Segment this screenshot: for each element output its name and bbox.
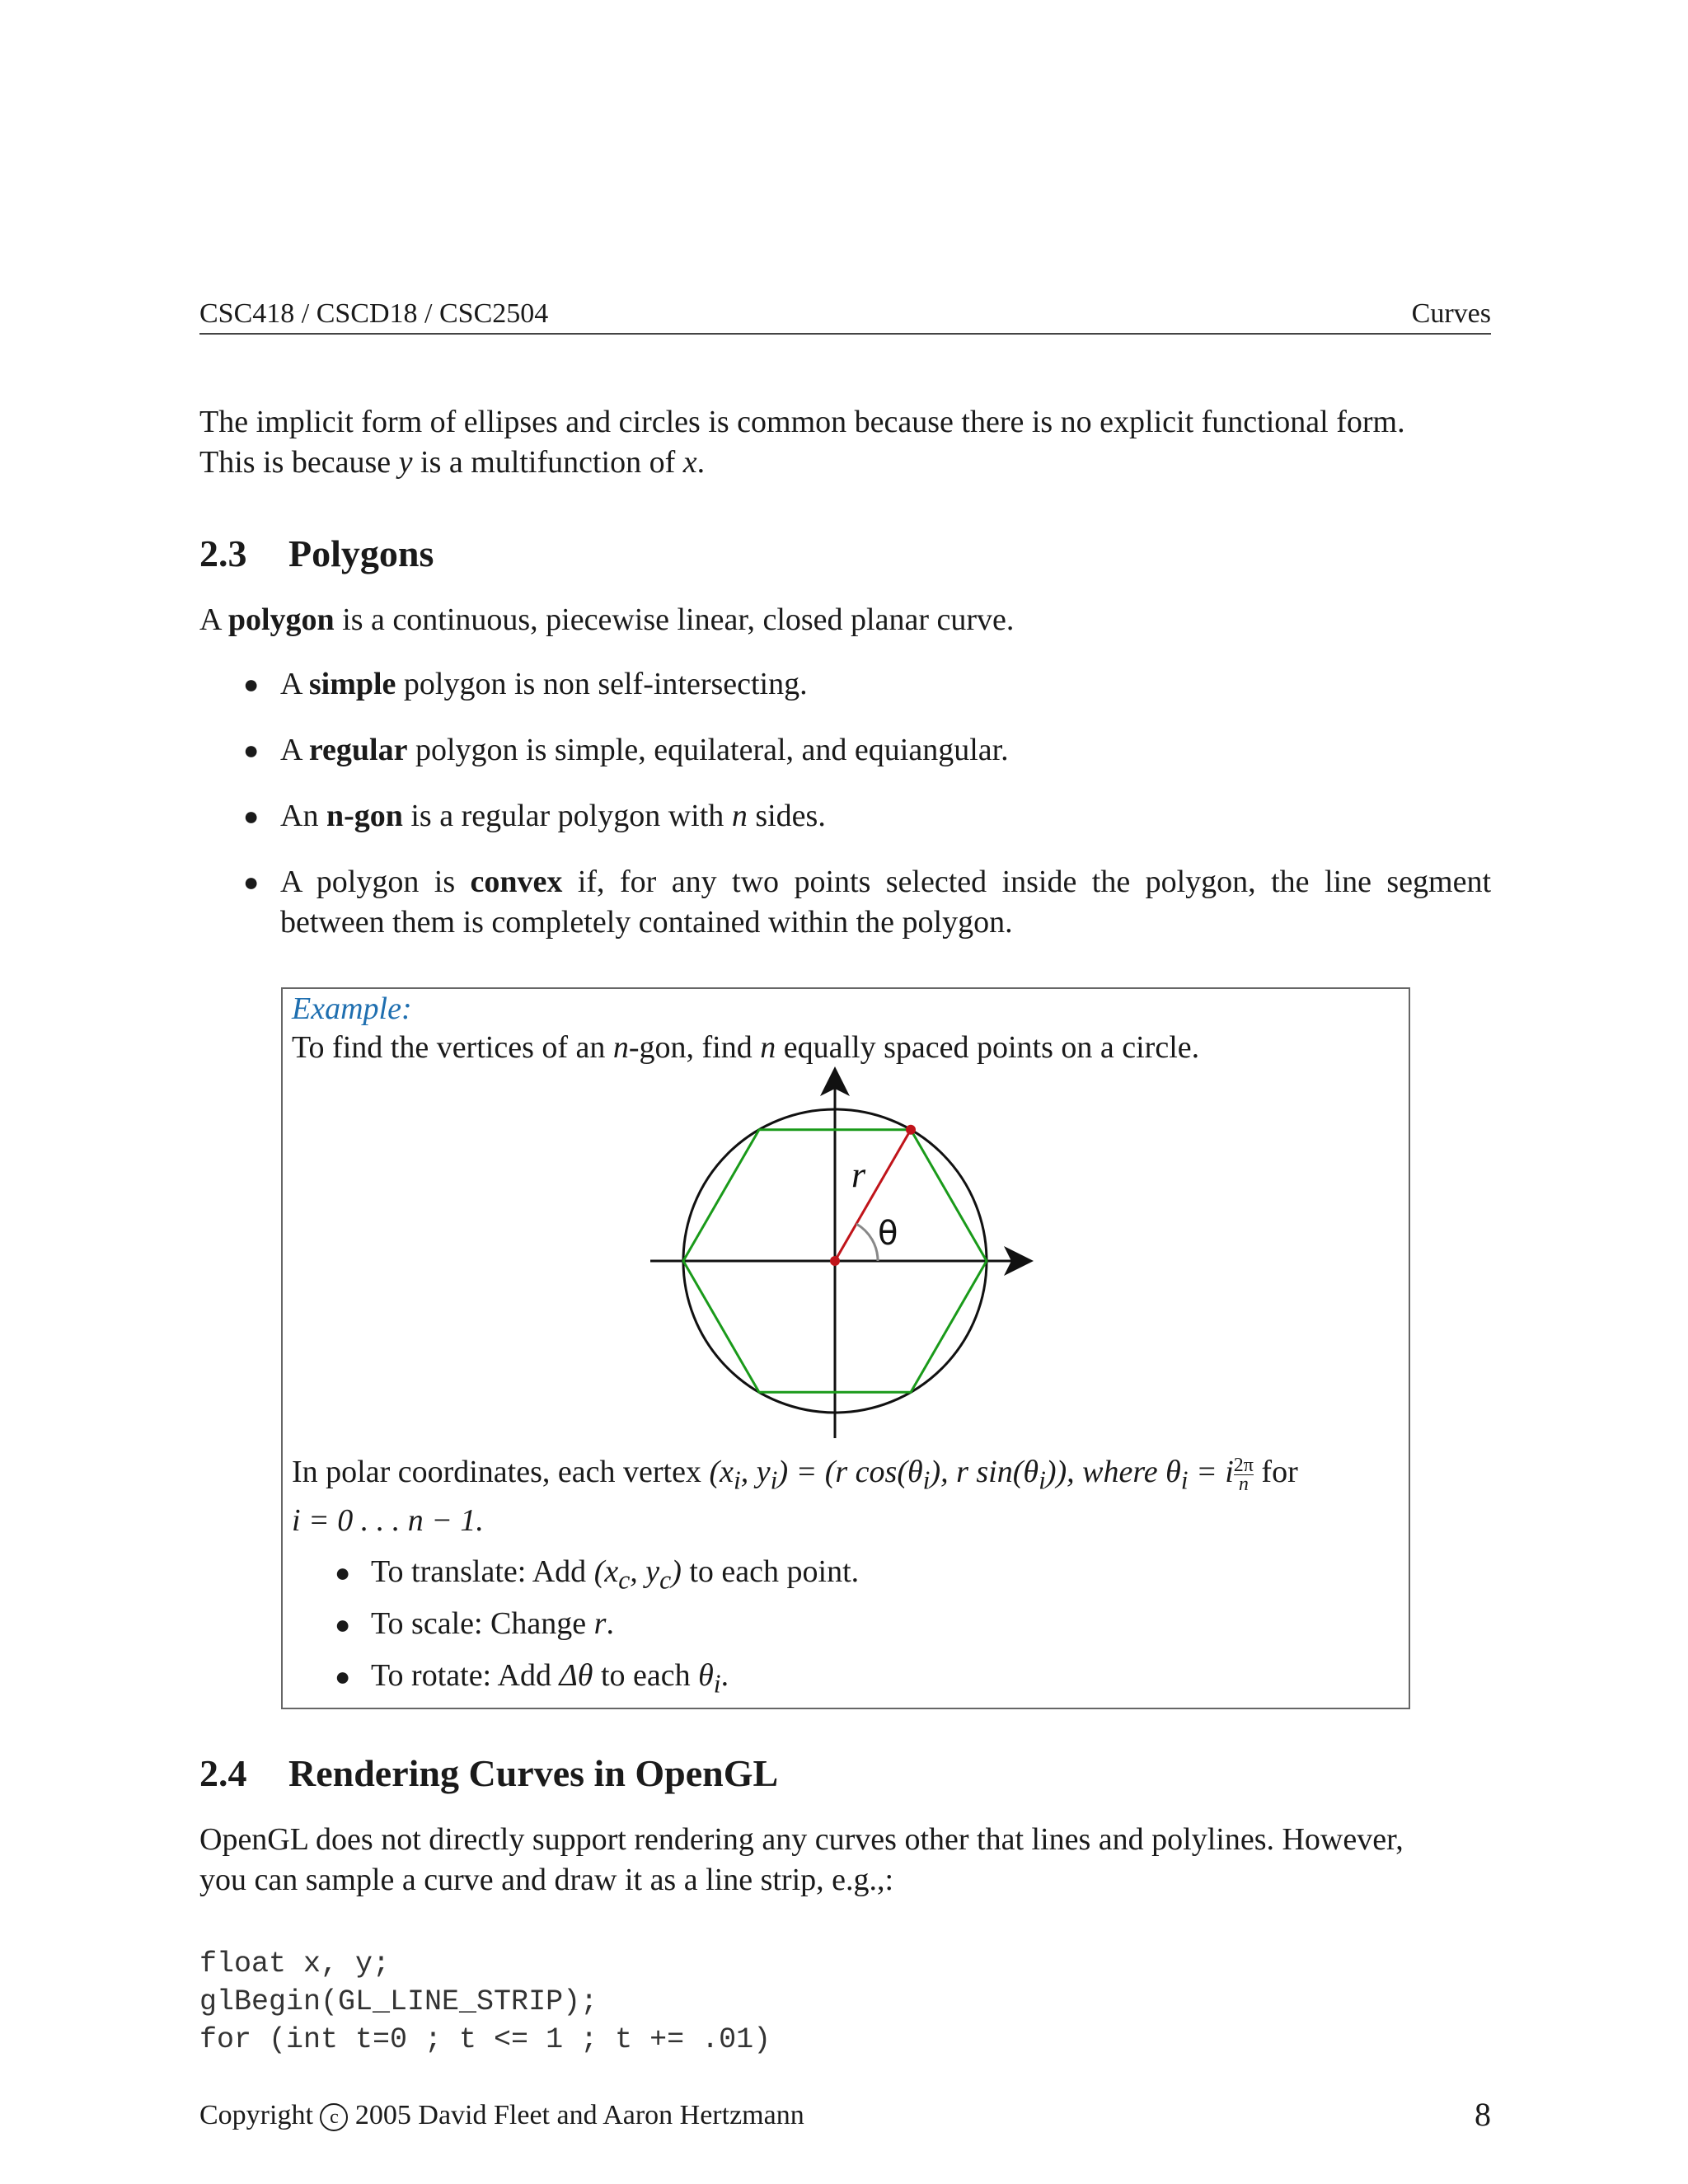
document-page: CSC418 / CSCD18 / CSC2504 Curves The implicit form of ellipses and circles is common because there is no explicit functional form. This is because y is a multifunction of x. 2.3 Polygons A polygon is a continuous, piecewise linear, closed planar curve. ● A simple polygon is non self-intersecting. ● A regular polygon is simple, equilateral, and equiangular. ● An n-gon is a regular polygon with n sides. ● A polygon is convex if, for any two points selected inside the polygon, the line segment between them is completely contained within the polygon. Example: To find the vertices of an n-gon, find n equally spaced points on a circle. r θ In polar coordinates, each vertex ($x_i$, $y_i) = (r$ $\cos(\theta_i)$, r $\sin(\theta_i)$), where $\theta_i = i$ $\frac{2\pi}{n}$ for i = 0 . . . n − 1. ● To translate: Add ($x_c$, $y_c$) to each point. ● To scale: Change r. ● To rotate: Add Δθ to each $\theta_i$. 2.4 Rendering Curves in OpenGL OpenGL does not directly support rendering any curves other that lines and polylines. However, you can sample a curve and draw it as a line strip, e.g.,: float x, y; glBegin(GL_LINE_STRIP); for (int t=0 ; t <= 1 ; t += .01) Copyright c 2005 David Fleet and Aaron Hertzmann 8 xyxy=(0,0,1688,2184)
intro-paragraph xyxy=(199,402,1491,483)
bullet-dot: ● xyxy=(335,1661,351,1691)
code-block xyxy=(199,1945,771,2059)
vertex-point xyxy=(906,1125,916,1135)
header-course: CSC418 / CSCD18 / CSC2504 xyxy=(199,298,549,329)
section-heading-polygons: 2.3 Polygons xyxy=(199,532,434,574)
list-item: ● To scale: Change r. xyxy=(292,1605,614,1642)
example-intro: To find the vertices of an n-gon, find n equally spaced points on a circle. xyxy=(292,1030,1200,1065)
angle-arc xyxy=(856,1224,878,1261)
header-chapter: Curves xyxy=(1411,298,1491,329)
code-line: for (int t=0 ; t <= 1 ; t += .01) xyxy=(199,2023,771,2056)
bullet-dot: ● xyxy=(243,735,260,765)
intro-line-1: The implicit form of ellipses and circles is common because there is no explicit functional form. xyxy=(199,405,1405,439)
bullet-dot: ● xyxy=(243,669,260,699)
bullet-dot: ● xyxy=(243,801,260,831)
copyright-notice: Copyright c 2005 David Fleet and Aaron Hertzmann xyxy=(199,2100,804,2130)
section-heading-rendering: 2.4 Rendering Curves in OpenGL xyxy=(199,1752,779,1794)
r-label: r xyxy=(851,1155,866,1195)
rendering-paragraph: OpenGL does not directly support rendering any curves other that lines and polylines. However, you can sample a curve and draw it as a line strip, e.g.,: xyxy=(199,1822,1404,1897)
center-point xyxy=(830,1256,840,1266)
code-line: float x, y; xyxy=(199,1947,391,1980)
example-label: Example: xyxy=(292,991,412,1026)
copyright-icon: c xyxy=(320,2103,348,2131)
polar-coordinates-text: In polar coordinates, each vertex ($x_i$, $y_i) = (r$ $\cos(\theta_i)$, r $\sin(\theta_i)$), where $\theta_i = i$ $\frac{2\pi}{n}$ for i = 0 . . . n − 1. xyxy=(292,1454,1298,1538)
bullet-dot: ● xyxy=(335,1558,351,1587)
bullet-dot: ● xyxy=(335,1610,351,1639)
theta-label: θ xyxy=(878,1215,898,1253)
running-header xyxy=(199,295,1491,335)
bullet-dot: ● xyxy=(243,867,260,897)
polygon-definition: A polygon is a continuous, piecewise linear, closed planar curve. xyxy=(199,602,1015,637)
example-box xyxy=(281,987,1410,1709)
intro-line-2: This is because y is a multifunction of x. xyxy=(199,445,706,480)
code-line: glBegin(GL_LINE_STRIP); xyxy=(199,1985,598,2018)
list-item: ● To translate: Add ($x_c$, $y_c$) to each point. xyxy=(292,1554,859,1596)
ngon-diagram xyxy=(283,989,1412,1711)
list-item: ● To rotate: Add Δθ to each $\theta_i$. xyxy=(292,1657,729,1699)
page-number: 8 xyxy=(1475,2096,1491,2133)
